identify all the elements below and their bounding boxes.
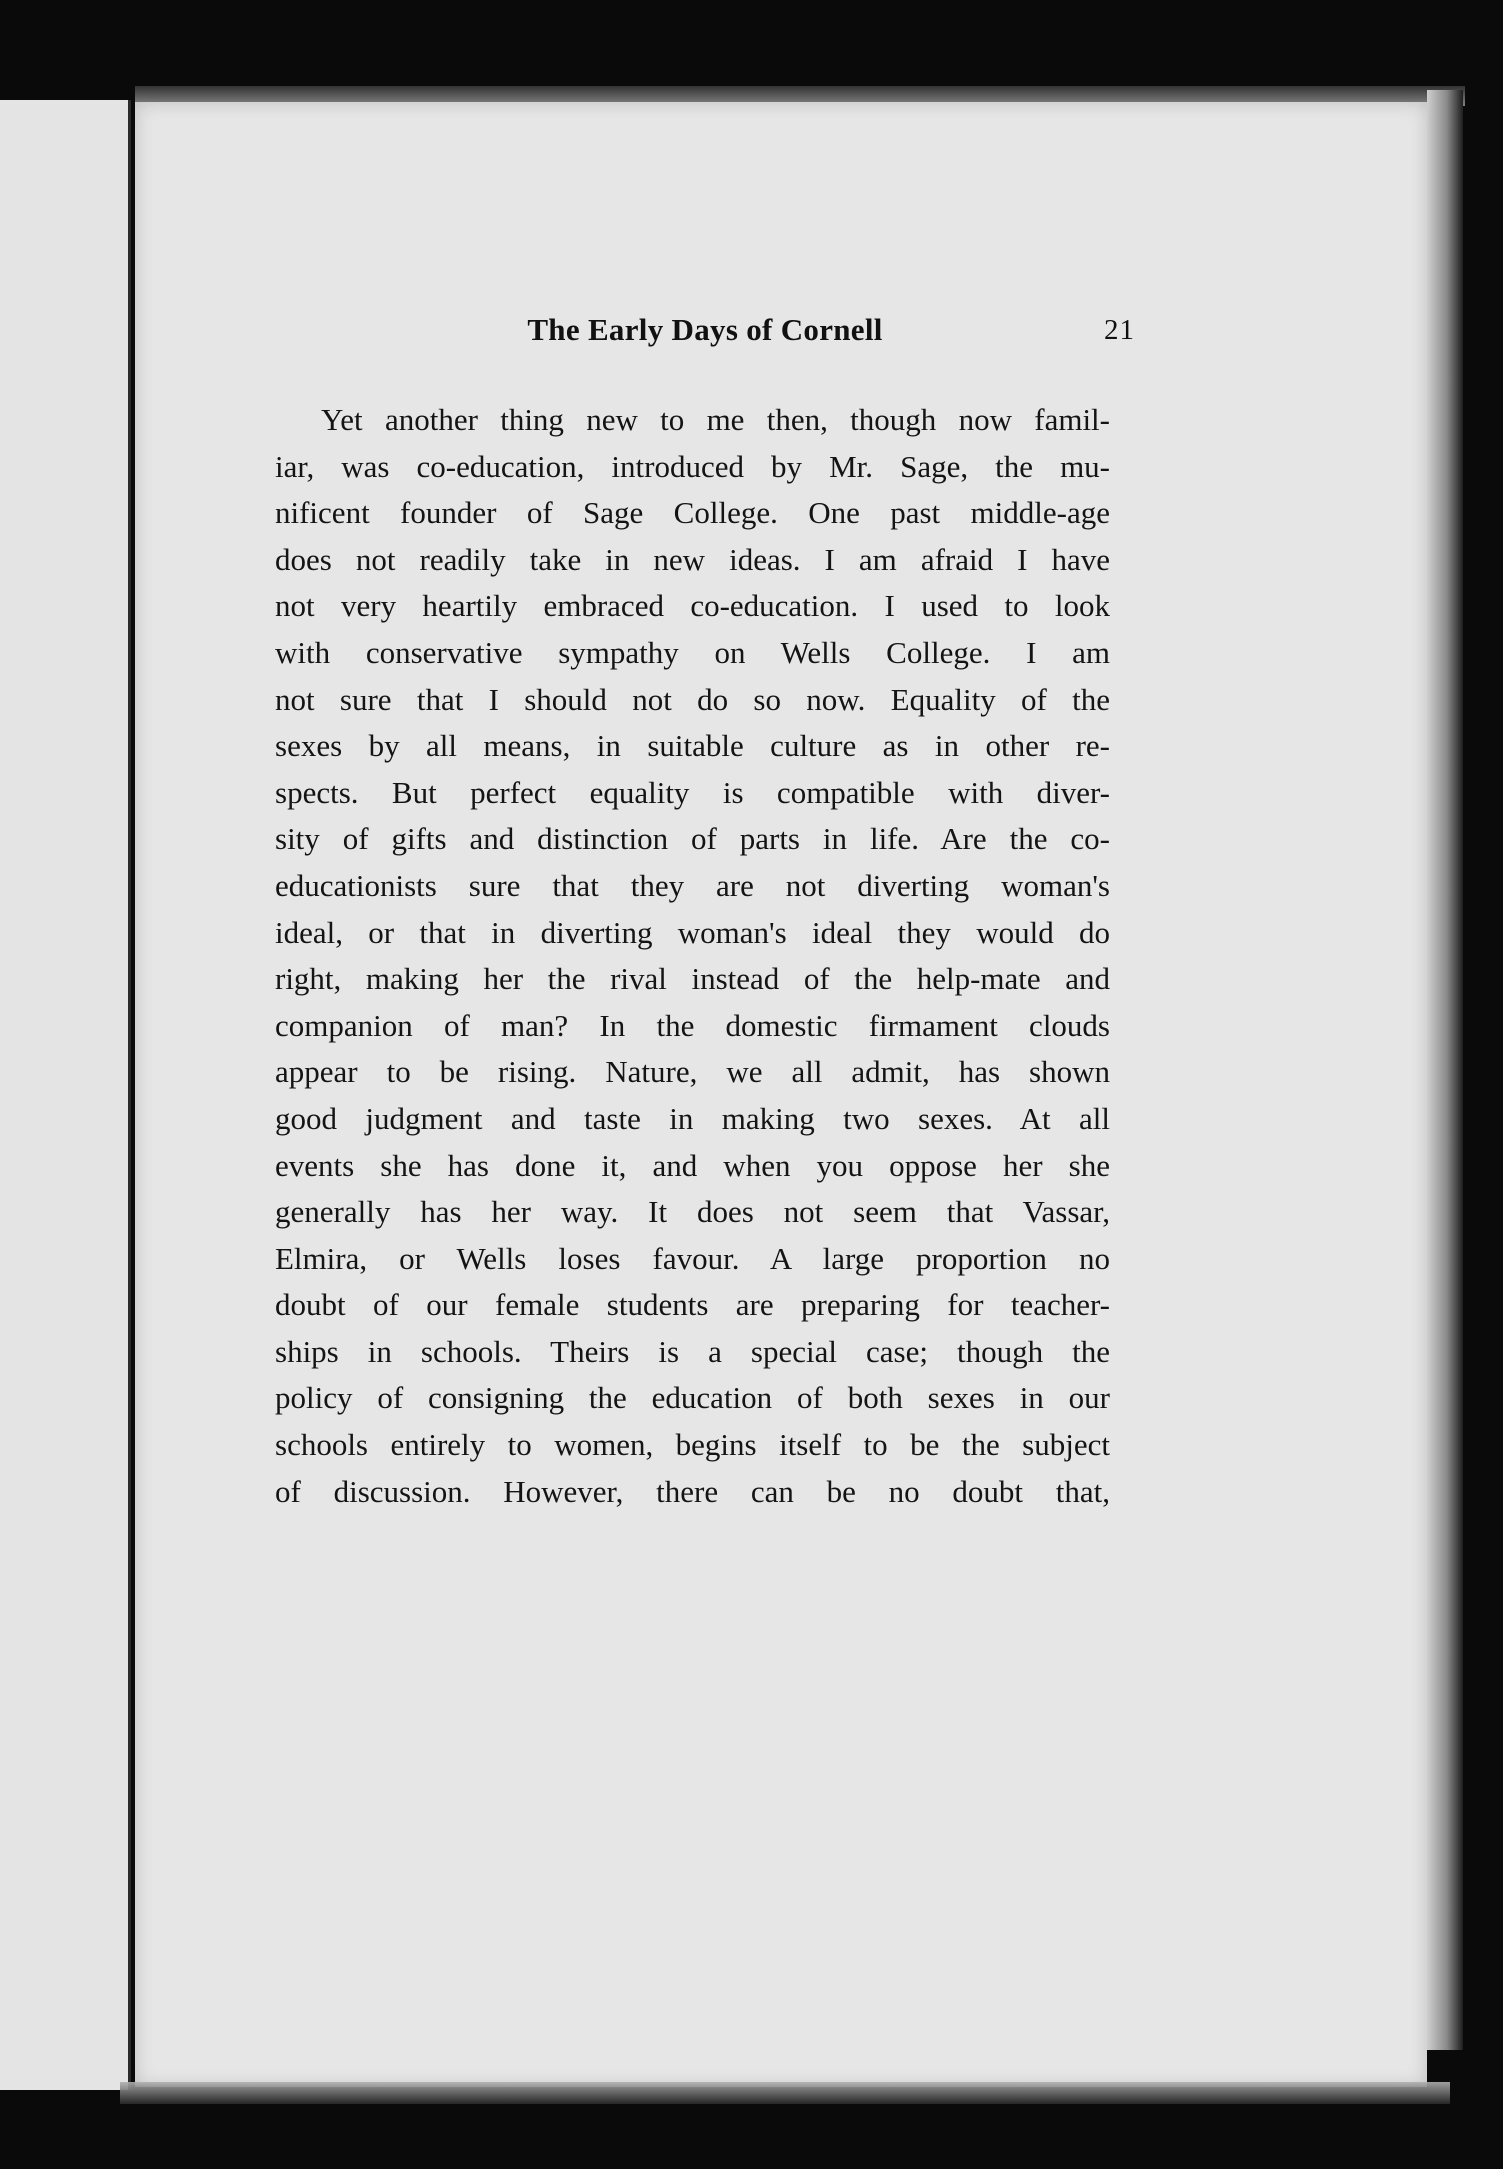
text-line: nificent founder of Sage College. One past middle-age xyxy=(275,495,1110,531)
text-line: schools entirely to women, begins itself to be the subject xyxy=(275,1427,1110,1463)
text-line: ideal, or that in diverting woman's ideal they would do xyxy=(275,914,1110,950)
text-line: good judgment and taste in making two sexes. At all xyxy=(275,1100,1110,1136)
text-line: not sure that I should not do so now. Equality of the xyxy=(275,681,1110,717)
text-line: Yet another thing new to me then, though now famil- xyxy=(321,402,1110,437)
text-line: not very heartily embraced co-education. I used to look xyxy=(275,588,1110,624)
text-line: does not readily take in new ideas. I am afraid I have xyxy=(275,541,1110,577)
body-paragraph xyxy=(275,397,1110,1515)
page-right-edge xyxy=(1427,90,1463,2050)
text-line: ships in schools. Theirs is a special case; though the xyxy=(275,1333,1110,1369)
text-line: Elmira, or Wells loses favour. A large proportion no xyxy=(275,1240,1110,1276)
text-line: appear to be rising. Nature, we all admit, has shown xyxy=(275,1054,1110,1090)
text-line: events she has done it, and when you oppose her she xyxy=(275,1147,1110,1183)
text-line: sity of gifts and distinction of parts in life. Are the co- xyxy=(275,821,1110,857)
text-line: spects. But perfect equality is compatible with diver- xyxy=(275,774,1110,810)
text-line: with conservative sympathy on Wells College. I am xyxy=(275,634,1110,670)
facing-page-edge xyxy=(0,100,131,2090)
running-title: The Early Days of Cornell xyxy=(527,312,883,347)
text-line: doubt of our female students are preparing for teacher- xyxy=(275,1287,1110,1323)
text-line: educationists sure that they are not diverting woman's xyxy=(275,867,1110,903)
text-line: policy of consigning the education of both sexes in our xyxy=(275,1380,1110,1416)
text-line: right, making her the rival instead of the help-mate and xyxy=(275,961,1110,997)
running-head xyxy=(275,312,1135,360)
text-line: iar, was co-education, introduced by Mr. Sage, the mu- xyxy=(275,448,1110,484)
text-line: of discussion. However, there can be no doubt that, xyxy=(275,1473,1110,1509)
text-line: companion of man? In the domestic firmament clouds xyxy=(275,1007,1110,1043)
text-line: generally has her way. It does not seem that Vassar, xyxy=(275,1194,1110,1230)
text-line: sexes by all means, in suitable culture as in other re- xyxy=(275,728,1110,764)
page-number: 21 xyxy=(1104,314,1135,346)
page-bottom-edge xyxy=(120,2082,1450,2104)
